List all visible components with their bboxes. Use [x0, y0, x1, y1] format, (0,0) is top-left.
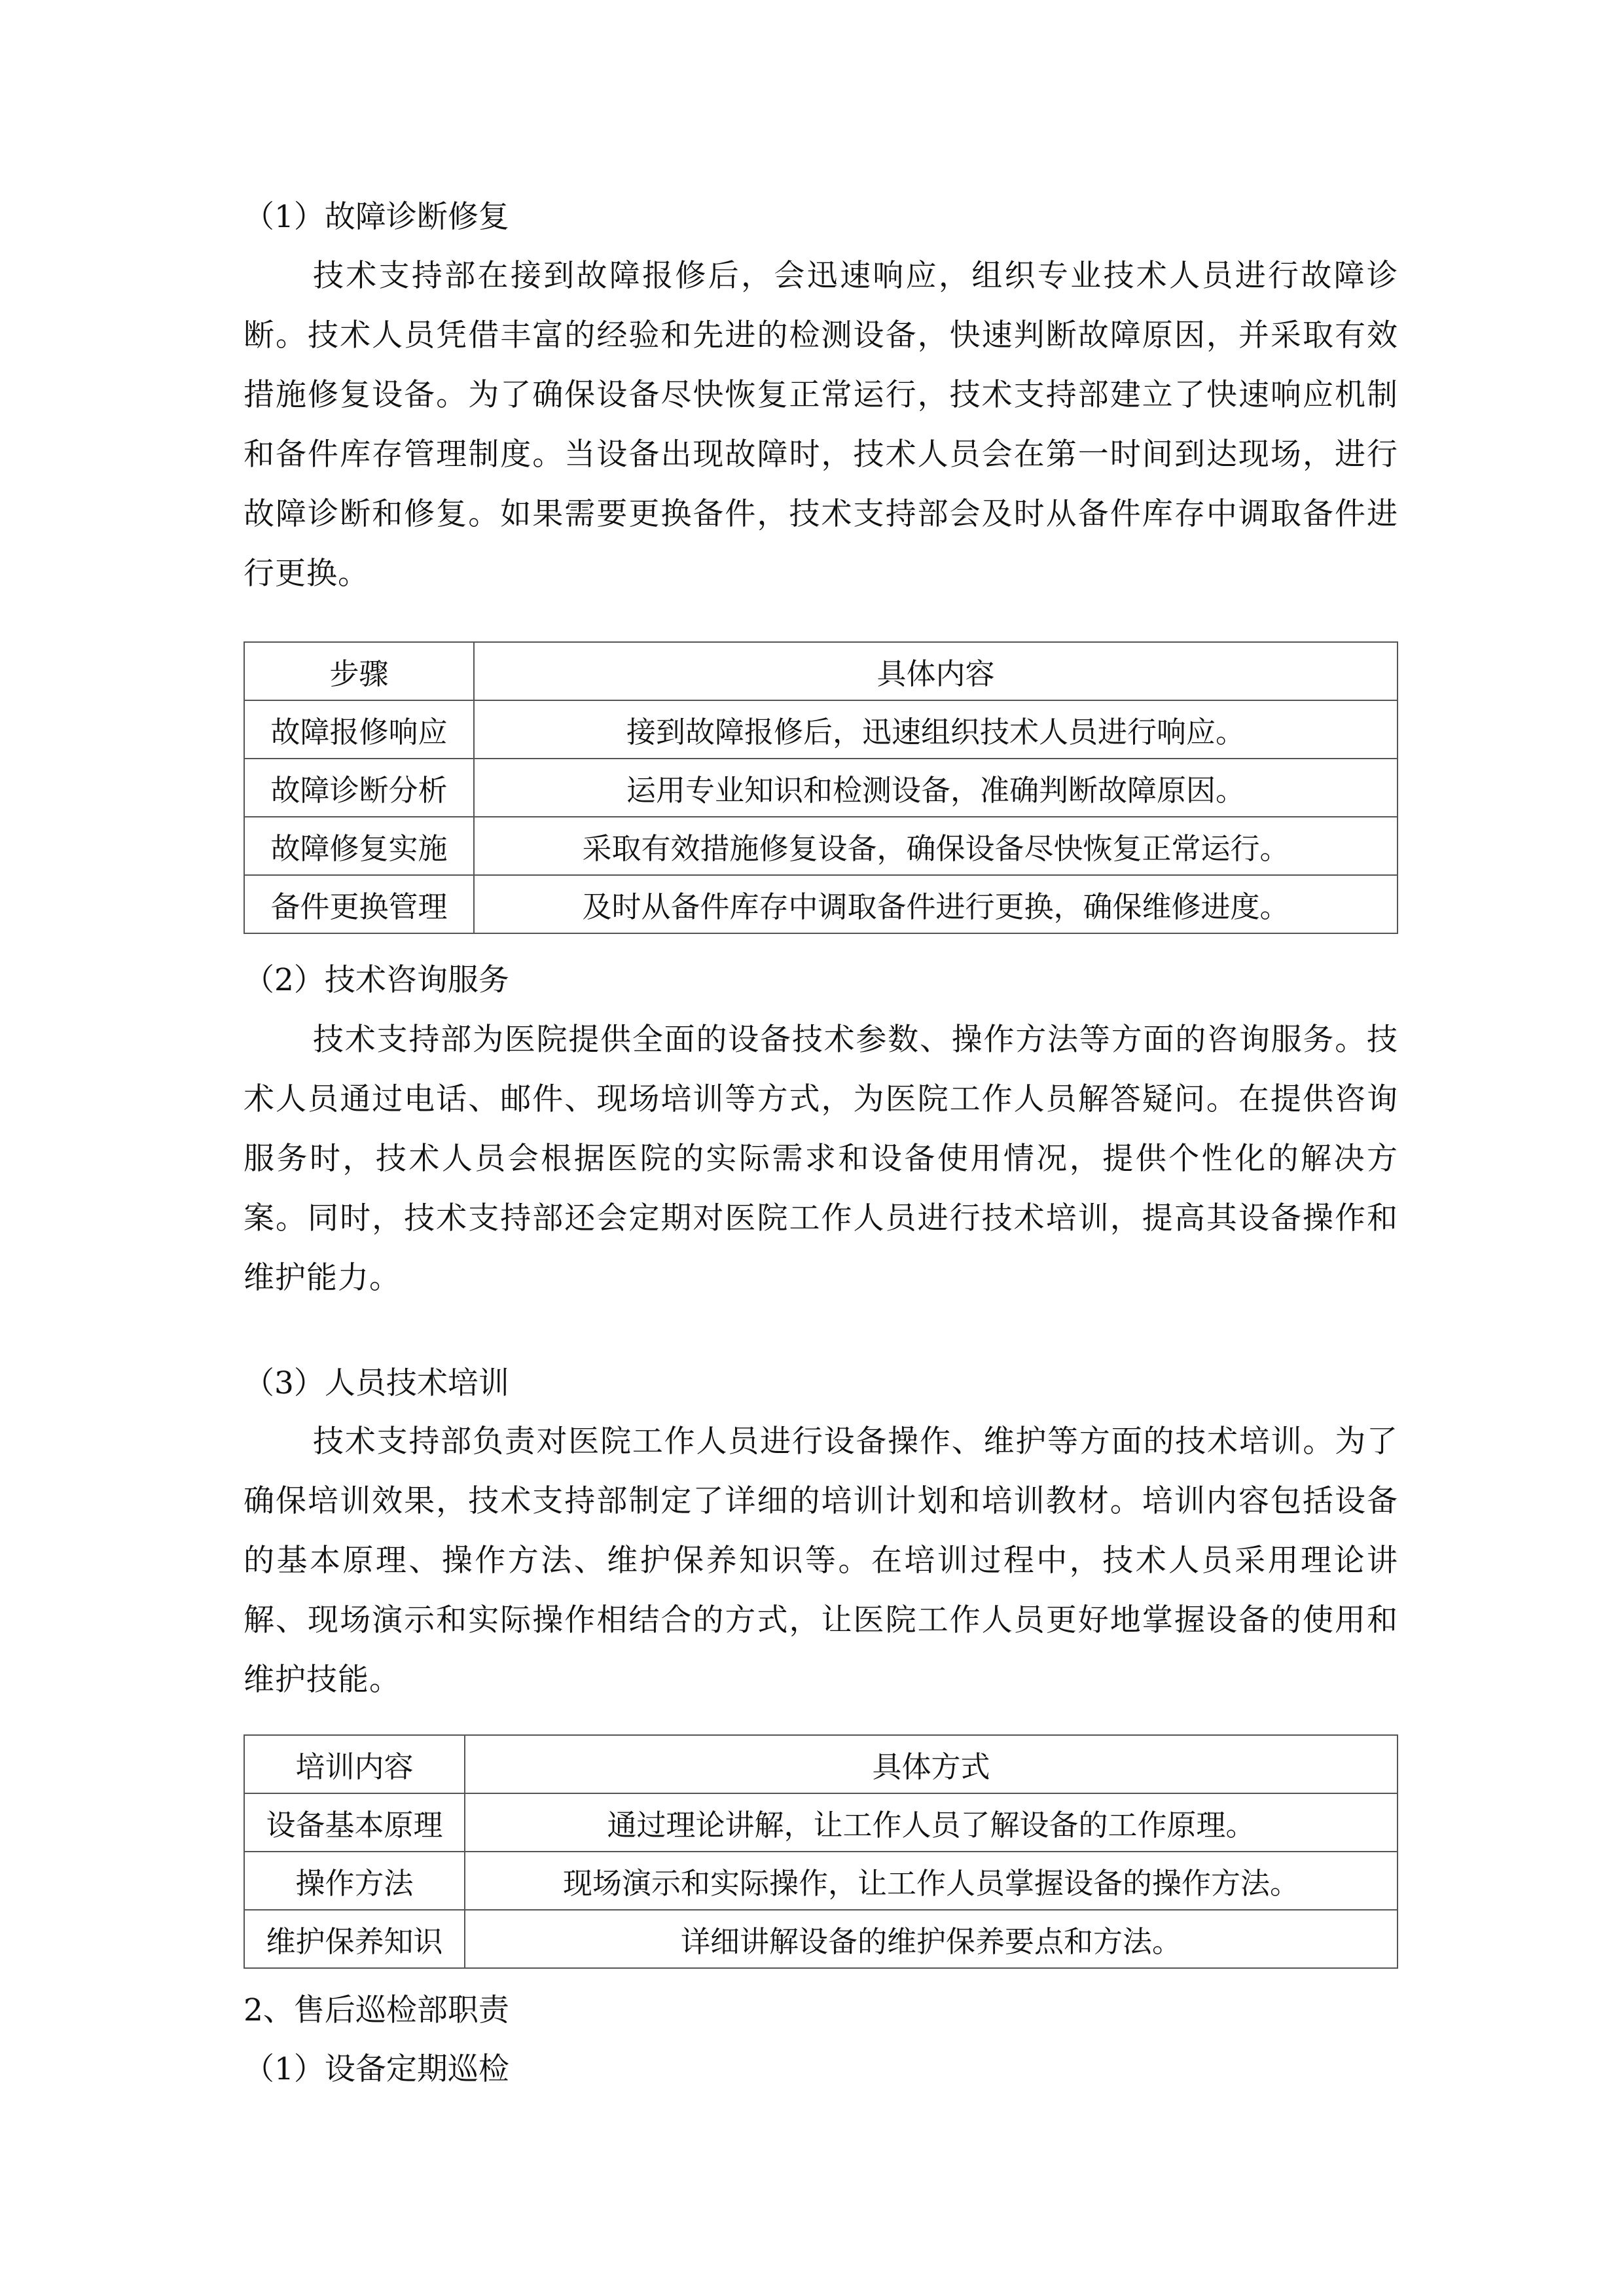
- table-header-cell: 步骤: [244, 642, 474, 700]
- table-header-cell: 培训内容: [244, 1735, 465, 1793]
- table-header-row: [244, 642, 1398, 700]
- table-header-cell: 具体内容: [474, 642, 1398, 700]
- table-header-row: [244, 1735, 1398, 1793]
- table-cell: 详细讲解设备的维护保养要点和方法。: [465, 1910, 1398, 1968]
- table-cell: 故障报修响应: [244, 700, 474, 759]
- table-cell: 故障诊断分析: [244, 759, 474, 817]
- table-cell: 通过理论讲解，让工作人员了解设备的工作原理。: [465, 1793, 1398, 1852]
- table-row: [244, 759, 1398, 817]
- paragraph-staff-training: 技术支持部负责对医院工作人员进行设备操作、维护等方面的技术培训。为了确保培训效果，技术支持部制定了详细的培训计划和培训教材。培训内容包括设备的基本原理、操作方法、维护保养知识等。在培训过程中，技术人员采用理论讲解、现场演示和实际操作相结合的方式，让医院工作人员更好地掌握设备的使用和维护技能。: [244, 1424, 1398, 1698]
- table-cell: 现场演示和实际操作，让工作人员掌握设备的操作方法。: [465, 1852, 1398, 1910]
- table-row: [244, 1852, 1398, 1910]
- section-heading-after-sales-inspection: 2、售后巡检部职责: [244, 1992, 509, 2028]
- table-cell: 操作方法: [244, 1852, 465, 1910]
- paragraph-tech-consulting: 技术支持部为医院提供全面的设备技术参数、操作方法等方面的咨询服务。技术人员通过电话、邮件、现场培训等方式，为医院工作人员解答疑问。在提供咨询服务时，技术人员会根据医院的实际需求和设备使用情况，提供个性化的解决方案。同时，技术支持部还会定期对医院工作人员进行技术培训，提高其设备操作和维护能力。: [244, 1022, 1398, 1296]
- table-header-cell: 具体方式: [465, 1735, 1398, 1793]
- section-heading-tech-consulting: （2）技术咨询服务: [244, 962, 509, 998]
- paragraph-fault-repair: 技术支持部在接到故障报修后，会迅速响应，组织专业技术人员进行故障诊断。技术人员凭借丰富的经验和先进的检测设备，快速判断故障原因，并采取有效措施修复设备。为了确保设备尽快恢复正常运行，技术支持部建立了快速响应机制和备件库存管理制度。当设备出现故障时，技术人员会在第一时间到达现场，进行故障诊断和修复。如果需要更换备件，技术支持部会及时从备件库存中调取备件进行更换。: [244, 258, 1398, 592]
- table-row: [244, 875, 1398, 933]
- fault-repair-table: [244, 641, 1398, 934]
- table-row: [244, 700, 1398, 759]
- table-cell: 故障修复实施: [244, 817, 474, 875]
- table-cell: 及时从备件库存中调取备件进行更换，确保维修进度。: [474, 875, 1398, 933]
- table-row: [244, 817, 1398, 875]
- table-cell: 备件更换管理: [244, 875, 474, 933]
- table-cell: 采取有效措施修复设备，确保设备尽快恢复正常运行。: [474, 817, 1398, 875]
- training-table: [244, 1734, 1398, 1969]
- table-row: [244, 1910, 1398, 1968]
- table-cell: 接到故障报修后，迅速组织技术人员进行响应。: [474, 700, 1398, 759]
- table-cell: 设备基本原理: [244, 1793, 465, 1852]
- section-heading-staff-training: （3）人员技术培训: [244, 1365, 509, 1401]
- table-cell: 维护保养知识: [244, 1910, 465, 1968]
- section-heading-fault-repair: （1）故障诊断修复: [244, 199, 509, 235]
- table-cell: 运用专业知识和检测设备，准确判断故障原因。: [474, 759, 1398, 817]
- table-row: [244, 1793, 1398, 1852]
- subheading-periodic-inspection: （1）设备定期巡检: [244, 2051, 509, 2087]
